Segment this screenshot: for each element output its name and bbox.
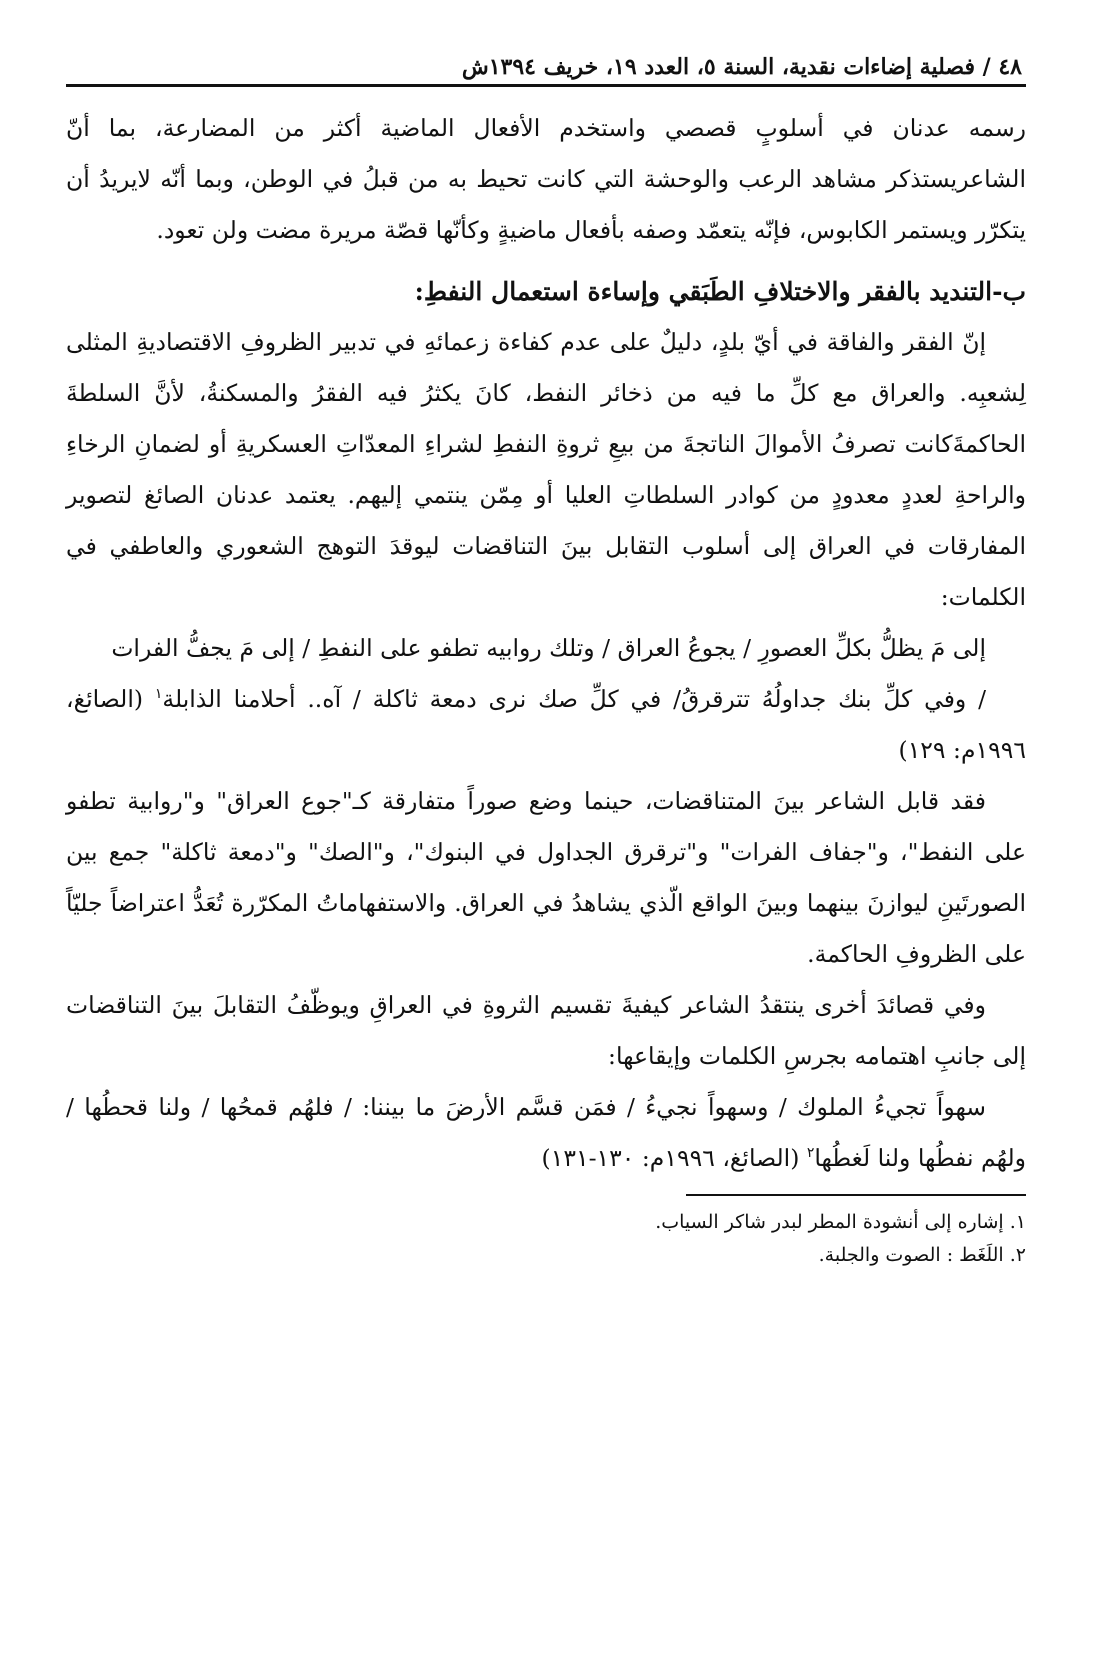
footnote-ref-2: ٢ [806,1145,815,1162]
footnote-2: ٢. اللَغَط : الصوت والجلبة. [818,1244,1026,1266]
poem-excerpt-1: إلى مَ يظلُّ بكلِّ العصورِ / يجوعُ العراق / وتلك روابيه تطفو على النفطِ / إلى مَ يجفُّ الفرات [111,634,986,662]
paragraph-1: رسمه عدنان في أسلوبٍ قصصي واستخدم الأفعال الماضية أكثر من المضارعة، بما أنّ الشاعريستذكر مشاهد الرعب والوحشة التي كانت تحيط به من قبلُ في الوطن، وبما أنّه لايريدُ أن يتكرّر ويستمر الكابوس، فإنّه يتعمّد وصفه بأفعال ماضيةٍ وكأنّها قصّة مريرة مضت ولن تعود. [66,114,1026,244]
running-header [66,40,1026,80]
citation-2: (الصائغ، ١٩٩٦م: ١٣٠-١٣١) [541,1144,800,1172]
body-text [66,103,1026,1184]
footnote-rule [686,1194,1026,1196]
poem-excerpt-3 [66,1082,1026,1184]
running-head-text: ٤٨ / فصلية إضاءات نقدية، السنة ٥، العدد ١٩، خريف ١٣٩٤ش [461,54,1022,80]
poem-excerpt-2-text: / وفي كلِّ بنك جداولُهُ تترقرقُ/ في كلِّ صك نرى دمعة ثاكلة / آه.. أحلامنا الذابلة [162,685,986,713]
header-rule [66,84,1026,87]
section-title: ب-التنديد بالفقر والاختلافِ الطَبَقي وإساءة استعمال النفطِ: [414,277,1026,306]
poem-excerpt-2 [66,674,1026,776]
citation-1: (الصائغ، ١٩٩٦م: ١٢٩) [66,685,1026,764]
footnote-ref-1: ١ [154,686,163,703]
paragraph-2: إنّ الفقر والفاقة في أيّ بلدٍ، دليلٌ على عدم كفاءة زعمائهِ في تدبير الظروفِ الاقتصاديةِ المثلى لِشعبِه. والعراق مع كلِّ ما فيه من ذخائر النفط، كانَ يكثرُ فيه الفقرُ والمسكنةُ، لأنَّ السلطةَ الحاكمةَكانت تصرفُ الأموالَ الناتجةَ من بيعِ ثروةِ النفطِ لشراءِ المعدّاتِ العسكريةِ أو لضمانِ الرخاءِ والراحةِ لعددٍ معدودٍ من كوادر السلطاتِ العليا أو مِمّن ينتمي إليهم. يعتمد عدنان الصائغ لتصوير المفارقات في العراق إلى أسلوب التقابل بينَ التناقضات ليوقدَ التوهج الشعوري والعاطفي في الكلمات: [66,328,1026,611]
footnotes [66,1206,1026,1272]
paragraph-3: فقد قابل الشاعر بينَ المتناقضات، حينما وضع صوراً متفارقة كـ"جوع العراق" و"روابية تطفو على النفط"، و"جفاف الفرات" و"ترقرق الجداول في البنوك"، و"الصك" و"دمعة ثاكلة" جمع بين الصورتَينِ ليوازنَ بينهما وبينَ الواقع الّذي يشاهدُ في العراق. والاستفهاماتُ المكرّرة تُعَدُّ اعتراضاً جليّاً على الظروفِ الحاكمة. [66,787,1026,968]
poem-excerpt-3-text: سهواً تجيءُ الملوك / وسهواً نجيءُ / فمَن قسَّم الأرضَ ما بيننا: / فلهُم قمحُها / ولنا قحطُها / ولهُم نفطُها ولنا لَغطُها [66,1093,1026,1172]
paragraph-4: وفي قصائدَ أخرى ينتقدُ الشاعر كيفيةَ تقسيم الثروةِ في العراقِ ويوظّفُ التقابلَ بينَ التناقضات إلى جانبِ اهتمامه بجرسِ الكلمات وإيقاعها: [66,991,1026,1070]
document-page [66,40,1026,1272]
footnote-1: ١. إشاره إلى أنشودة المطر لبدر شاكر السياب. [655,1211,1026,1233]
